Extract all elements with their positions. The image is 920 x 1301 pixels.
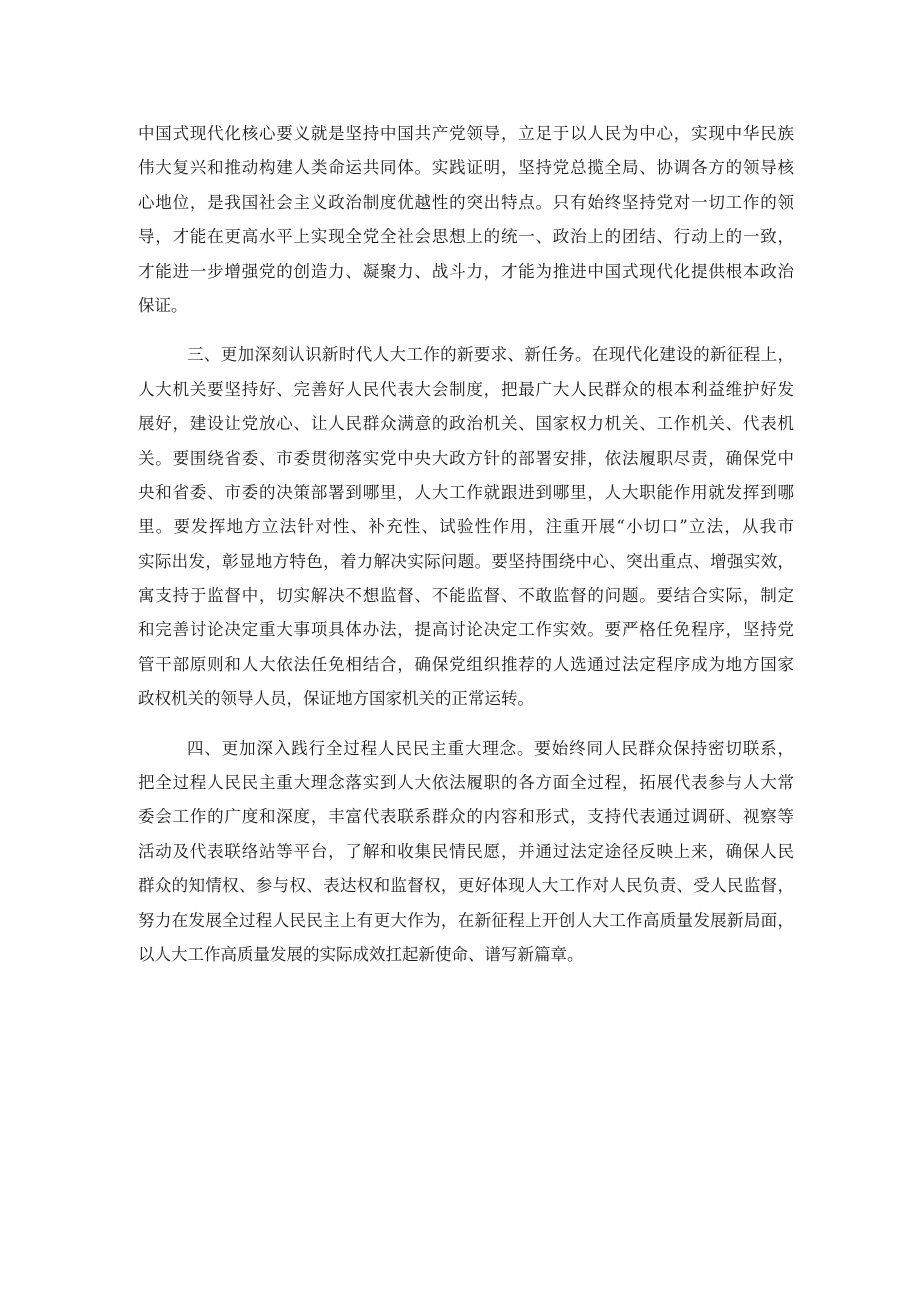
paragraph-spacer xyxy=(138,323,794,338)
document-body xyxy=(138,117,794,972)
text-line: 心地位，是我国社会主义政治制度优越性的突出特点。只有始终坚持党对一切工作的领 xyxy=(138,192,794,212)
paragraph xyxy=(138,732,794,973)
text-line: 群众的知情权、参与权、表达权和监督权，更好体现人大工作对人民负责、受人民监督， xyxy=(138,876,794,896)
text-line: 伟大复兴和推动构建人类命运共同体。实践证明，坚持党总揽全局、协调各方的领导核 xyxy=(138,158,794,178)
text-line: 和完善讨论决定重大事项具体办法，提高讨论决定工作实效。要严格任免程序，坚持党 xyxy=(138,620,794,640)
text-line: 活动及代表联络站等平台，了解和收集民情民愿，并通过法定途径反映上来，确保人民 xyxy=(138,841,794,861)
text-line: 人大机关要坚持好、完善好人民代表大会制度，把最广大人民群众的根本利益维护好发 xyxy=(138,379,794,399)
text-line: 管干部原则和人大依法任免相结合，确保党组织推荐的人选通过法定程序成为地方国家 xyxy=(138,654,794,674)
paragraph xyxy=(138,338,794,716)
text-line: 保证。 xyxy=(138,295,188,315)
text-line: 委会工作的广度和深度，丰富代表联系群众的内容和形式，支持代表通过调研、视察等 xyxy=(138,807,794,827)
text-line: 把全过程人民民主重大理念落实到人大依法履职的各方面全过程，拓展代表参与人大常 xyxy=(138,773,794,793)
text-line: 三、更加深刻认识新时代人大工作的新要求、新任务。在现代化建设的新征程上， xyxy=(187,345,794,365)
text-line: 展好，建设让党放心、让人民群众满意的政治机关、国家权力机关、工作机关、代表机 xyxy=(138,414,794,434)
text-line: 以人大工作高质量发展的实际成效扛起新使命、谱写新篇章。 xyxy=(138,944,584,964)
text-line: 寓支持于监督中，切实解决不想监督、不能监督、不敢监督的问题。要结合实际，制定 xyxy=(138,586,794,606)
text-line: 四、更加深入践行全过程人民民主重大理念。要始终同人民群众保持密切联系， xyxy=(187,738,794,758)
text-line: 实际出发，彰显地方特色，着力解决实际问题。要坚持围绕中心、突出重点、增强实效， xyxy=(138,551,794,571)
paragraph-spacer xyxy=(138,717,794,732)
text-line: 关。要围绕省委、市委贯彻落实党中央大政方针的部署安排，依法履职尽责，确保党中 xyxy=(138,448,794,468)
text-line: 努力在发展全过程人民民主上有更大作为，在新征程上开创人大工作高质量发展新局面， xyxy=(138,910,794,930)
text-line: 中国式现代化核心要义就是坚持中国共产党领导，立足于以人民为中心，实现中华民族 xyxy=(138,124,794,143)
paragraph xyxy=(138,117,794,323)
text-line: 政权机关的领导人员，保证地方国家机关的正常运转。 xyxy=(138,689,534,709)
text-line: 央和省委、市委的决策部署到哪里，人大工作就跟进到哪里，人大职能作用就发挥到哪 xyxy=(138,482,794,502)
text-line: 里。要发挥地方立法针对性、补充性、试验性作用，注重开展“小切口”立法，从我市 xyxy=(138,517,794,537)
text-line: 才能进一步增强党的创造力、凝聚力、战斗力，才能为推进中国式现代化提供根本政治 xyxy=(138,261,794,281)
text-line: 导，才能在更高水平上实现全党全社会思想上的统一、政治上的团结、行动上的一致， xyxy=(138,227,794,247)
